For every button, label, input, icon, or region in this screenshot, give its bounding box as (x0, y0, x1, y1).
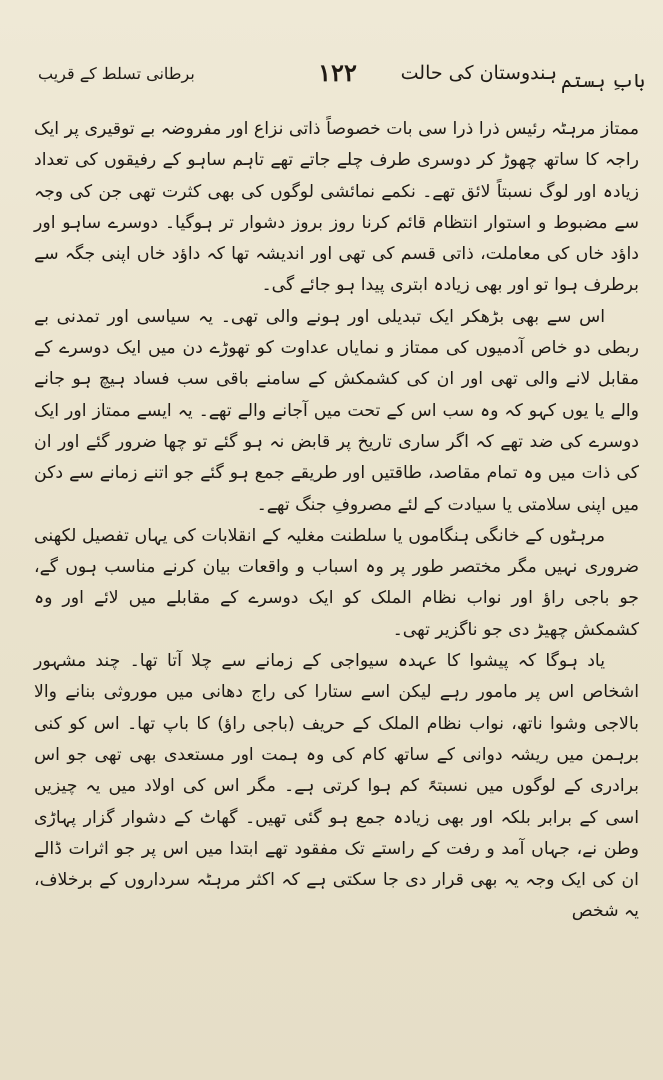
running-title: ہندوستان کی حالت (400, 62, 557, 84)
running-subtitle: برطانی تسلط کے قریب (38, 64, 195, 83)
running-header (30, 58, 645, 98)
paragraph: اس سے بھی بڑھکر ایک تبدیلی اور ہونے والی تھی۔ یہ سیاسی اور تمدنی بے ربطی دو خاص آدمیوں کی ممتاز و نمایاں عداوت کو تھوڑے دن میں ایک دوسرے کے مقابل لانے والی تھی اور ان کی کشمکش کے سامنے باقی سب فساد ہیچ ہو جانے والے یا یوں کہو کہ وہ سب اس کے تحت میں آجانے والے تھے۔ یہ ایسے ممتاز اور ایک دوسرے کی ضد تھے کہ اگر ساری تاریخ پر قابض نہ ہو گئے تو چھا ضرور گئے اور ان کی ذات میں وہ تمام مقاصد، طاقتیں اور طریقے جمع ہو گئے جو اتنے زمانے سے دکن میں اپنی سلامتی یا سیادت کے لئے مصروفِ جنگ تھے۔ (34, 306, 639, 515)
body-text (34, 114, 639, 928)
paragraph: یاد ہوگا کہ پیشوا کا عہدہ سیواجی کے زمانے سے چلا آتا تھا۔ چند مشہور اشخاص اس پر مامور رہے لیکن اسے ستارا کی راج دھانی میں موروثی بنانے والا بالاجی وشوا ناتھ، نواب نظام الملک کے حریف (باجی راؤ) کا باپ تھا۔ اس کو کنی برہمن میں ریشہ دوانی کے ساتھ کام کی وہ ہمت اور مستعدی بھی تھی جو اس برادری کے لوگوں میں نسبتہً کم ہوا کرتی ہے۔ مگر اس کی اولاد میں یہ چیزیں اسی کے برابر بلکہ اور بھی زیادہ جمع ہو گئی تھیں۔ گھاٹ کے دشوار گزار پہاڑی وطن نے، جہاں آمد و رفت کے راستے تک مفقود تھے ابتدا میں اس پر جو اثرات ڈالے ان کی ایک وجہ یہ بھی قرار دی جا سکتی ہے کہ اکثر مرہٹہ سرداروں کے برخلاف، یہ شخص (34, 651, 639, 922)
paragraph: ممتاز مرہٹہ رئیس ذرا ذرا سی بات خصوصاً ذاتی نزاع اور مفروضہ بے توقیری پر ایک راجہ کا ساتھ چھوڑ کر دوسری طرف چلے جاتے تھے تاہم ساہو کے رفیقوں کی تعداد زیادہ اور لوگ نسبتاً لائق تھے۔ نکمے نمائشی لوگوں کی بھی کثرت تھی جن کی وجہ سے مضبوط و استوار انتظام قائم کرنا روز بروز دشوار تر ہوگیا۔ دوسرے ساہو اور داؤد خاں کی معاملت، ذاتی قسم کی تھی اور اندیشہ تھا کہ داؤد خاں اپنی جگہ سے برطرف ہوا تو اور بھی زیادہ ابتری پیدا ہو جائے گی۔ (34, 119, 639, 296)
paragraph: مرہٹوں کے خانگی ہنگاموں یا سلطنت مغلیہ کے انقلابات کی یہاں تفصیل لکھنی ضروری نہیں مگر مختصر طور پر وہ اسباب و واقعات بیان کرنے مناسب ہوں گے، جو باجی راؤ اور نواب نظام الملک کو ایک دوسرے کے مقابلے میں لائے اور وہ کشمکش چھیڑ دی جو ناگزیر تھی۔ (34, 525, 639, 640)
page-number: ۱۲۲ (318, 58, 357, 87)
chapter-label: بابِ ہستم (561, 70, 645, 92)
